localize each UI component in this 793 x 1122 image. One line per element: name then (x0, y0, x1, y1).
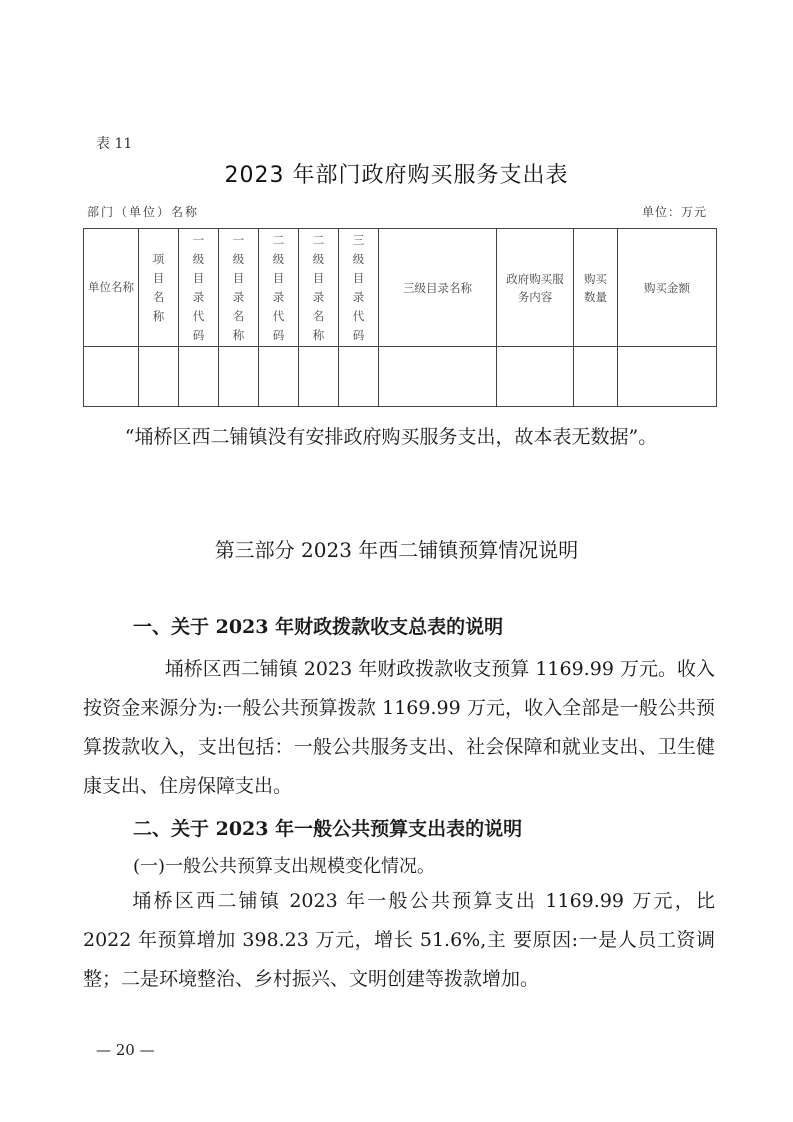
department-label: 部门（单位）名称 (87, 205, 200, 219)
header-level2-code: 二级目录代码 (259, 229, 299, 347)
cell (179, 347, 219, 407)
header-level1-code: 一级目录代码 (179, 229, 219, 347)
section1-body: 埇桥区西二铺镇 2023 年财政拨款收支预算 1169.99 万元。收入按资金来源分为:一般公共预算拨款 1169.99 万元，收入全部是一般公共预算拨款收入，支出包括：一般公共服务支出、社会保障和就业支出、卫生健康支出、住房保障支出。 (83, 658, 715, 797)
cell (219, 347, 259, 407)
header-level1-name: 一级目录名称 (219, 229, 259, 347)
page-number: — 20 — (96, 1041, 155, 1059)
cell (379, 347, 497, 407)
cell (259, 347, 299, 407)
table-title: 2023 年部门政府购买服务支出表 (224, 163, 569, 188)
section1-heading: 一、关于 2023 年财政拨款收支总表的说明 (133, 616, 504, 638)
cell (299, 347, 339, 407)
header-service-content: 政府购买服务内容 (497, 229, 574, 347)
section2-body: 埇桥区西二铺镇 2023 年一般公共预算支出 1169.99 万元，比 2022 年预算增加 398.23 万元，增长 51.6%,主 要原因:一是人员工资调整；二是环境整治、乡村振兴、文明创建等拨款增加。 (83, 890, 715, 990)
cell (84, 347, 139, 407)
header-amount: 购买金额 (618, 229, 717, 347)
section2-heading: 二、关于 2023 年一般公共预算支出表的说明 (133, 818, 523, 840)
header-level2-name: 二级目录名称 (299, 229, 339, 347)
cell (618, 347, 717, 407)
header-level3-code: 三级目录代码 (339, 229, 379, 347)
cell (574, 347, 618, 407)
header-unit-name: 单位名称 (84, 229, 139, 347)
section2-subheading: (一)一般公共预算支出规模变化情况。 (133, 856, 436, 877)
table-label: 表 11 (96, 136, 133, 152)
unit-label: 单位：万元 (641, 205, 707, 219)
no-data-note: “埇桥区西二铺镇没有安排政府购买服务支出，故本表无数据”。 (124, 426, 658, 448)
header-project-name: 项目名称 (139, 229, 179, 347)
part-title: 第三部分 2023 年西二铺镇预算情况说明 (214, 538, 579, 562)
table-header-row (84, 229, 717, 347)
header-level3-name: 三级目录名称 (379, 229, 497, 347)
cell (339, 347, 379, 407)
cell (497, 347, 574, 407)
table-row (84, 347, 717, 407)
cell (139, 347, 179, 407)
header-quantity: 购买数量 (574, 229, 618, 347)
purchase-services-table (83, 228, 717, 407)
